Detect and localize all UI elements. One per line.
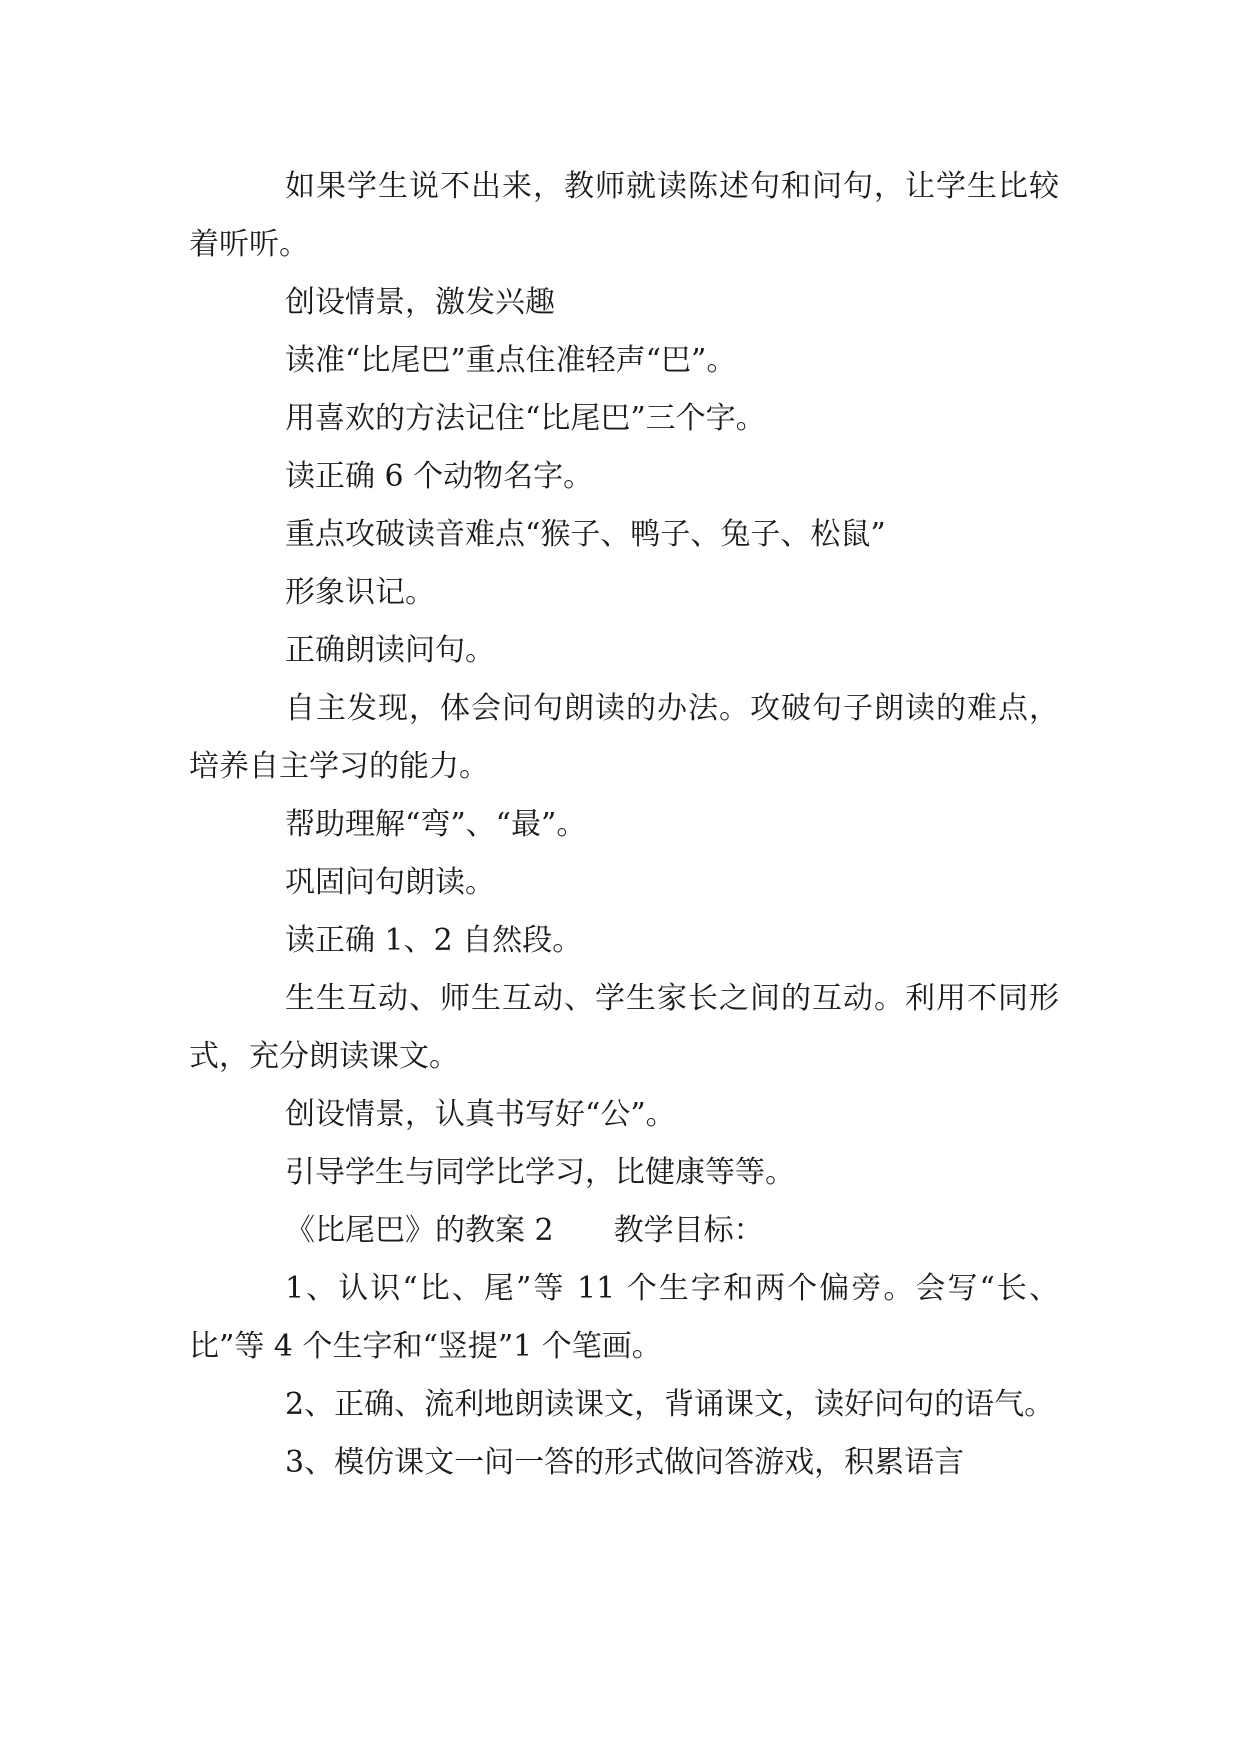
paragraph: 自主发现，体会问句朗读的办法。攻破句子朗读的难点，培养自主学习的能力。 [189, 691, 1059, 784]
paragraph: 读正确 1、2 自然段。 [285, 923, 583, 958]
paragraph: 用喜欢的方法记住“比尾巴”三个字。 [285, 401, 766, 436]
section-heading-teaching-objectives: 《比尾巴》的教案 2 教学目标： [285, 1213, 764, 1248]
paragraph: 正确朗读问句。 [285, 633, 495, 668]
document-body [189, 158, 1059, 1492]
paragraph: 读准“比尾巴”重点住准轻声“巴”。 [285, 343, 737, 378]
paragraph: 形象识记。 [285, 575, 435, 610]
paragraph: 帮助理解“弯”、“最”。 [285, 807, 587, 842]
paragraph: 读正确 6 个动物名字。 [285, 459, 594, 494]
paragraph: 引导学生与同学比学习，比健康等等。 [285, 1155, 795, 1190]
paragraph: 生生互动、师生互动、学生家长之间的互动。利用不同形式，充分朗读课文。 [189, 981, 1059, 1074]
paragraph: 巩固问句朗读。 [285, 865, 495, 900]
paragraph: 创设情景，激发兴趣 [285, 285, 555, 320]
paragraph: 如果学生说不出来，教师就读陈述句和问句，让学生比较着听听。 [189, 169, 1059, 262]
objective-item: 1、认识“比、尾”等 11 个生字和两个偏旁。会写“长、比”等 4 个生字和“竖提”1 个笔画。 [189, 1271, 1059, 1364]
objective-item: 2、正确、流利地朗读课文，背诵课文，读好问句的语气。 [285, 1387, 1055, 1422]
paragraph: 重点攻破读音难点“猴子、鸭子、兔子、松鼠” [285, 517, 886, 552]
paragraph: 创设情景，认真书写好“公”。 [285, 1097, 676, 1132]
objective-item: 3、模仿课文一问一答的形式做问答游戏，积累语言 [285, 1445, 965, 1480]
